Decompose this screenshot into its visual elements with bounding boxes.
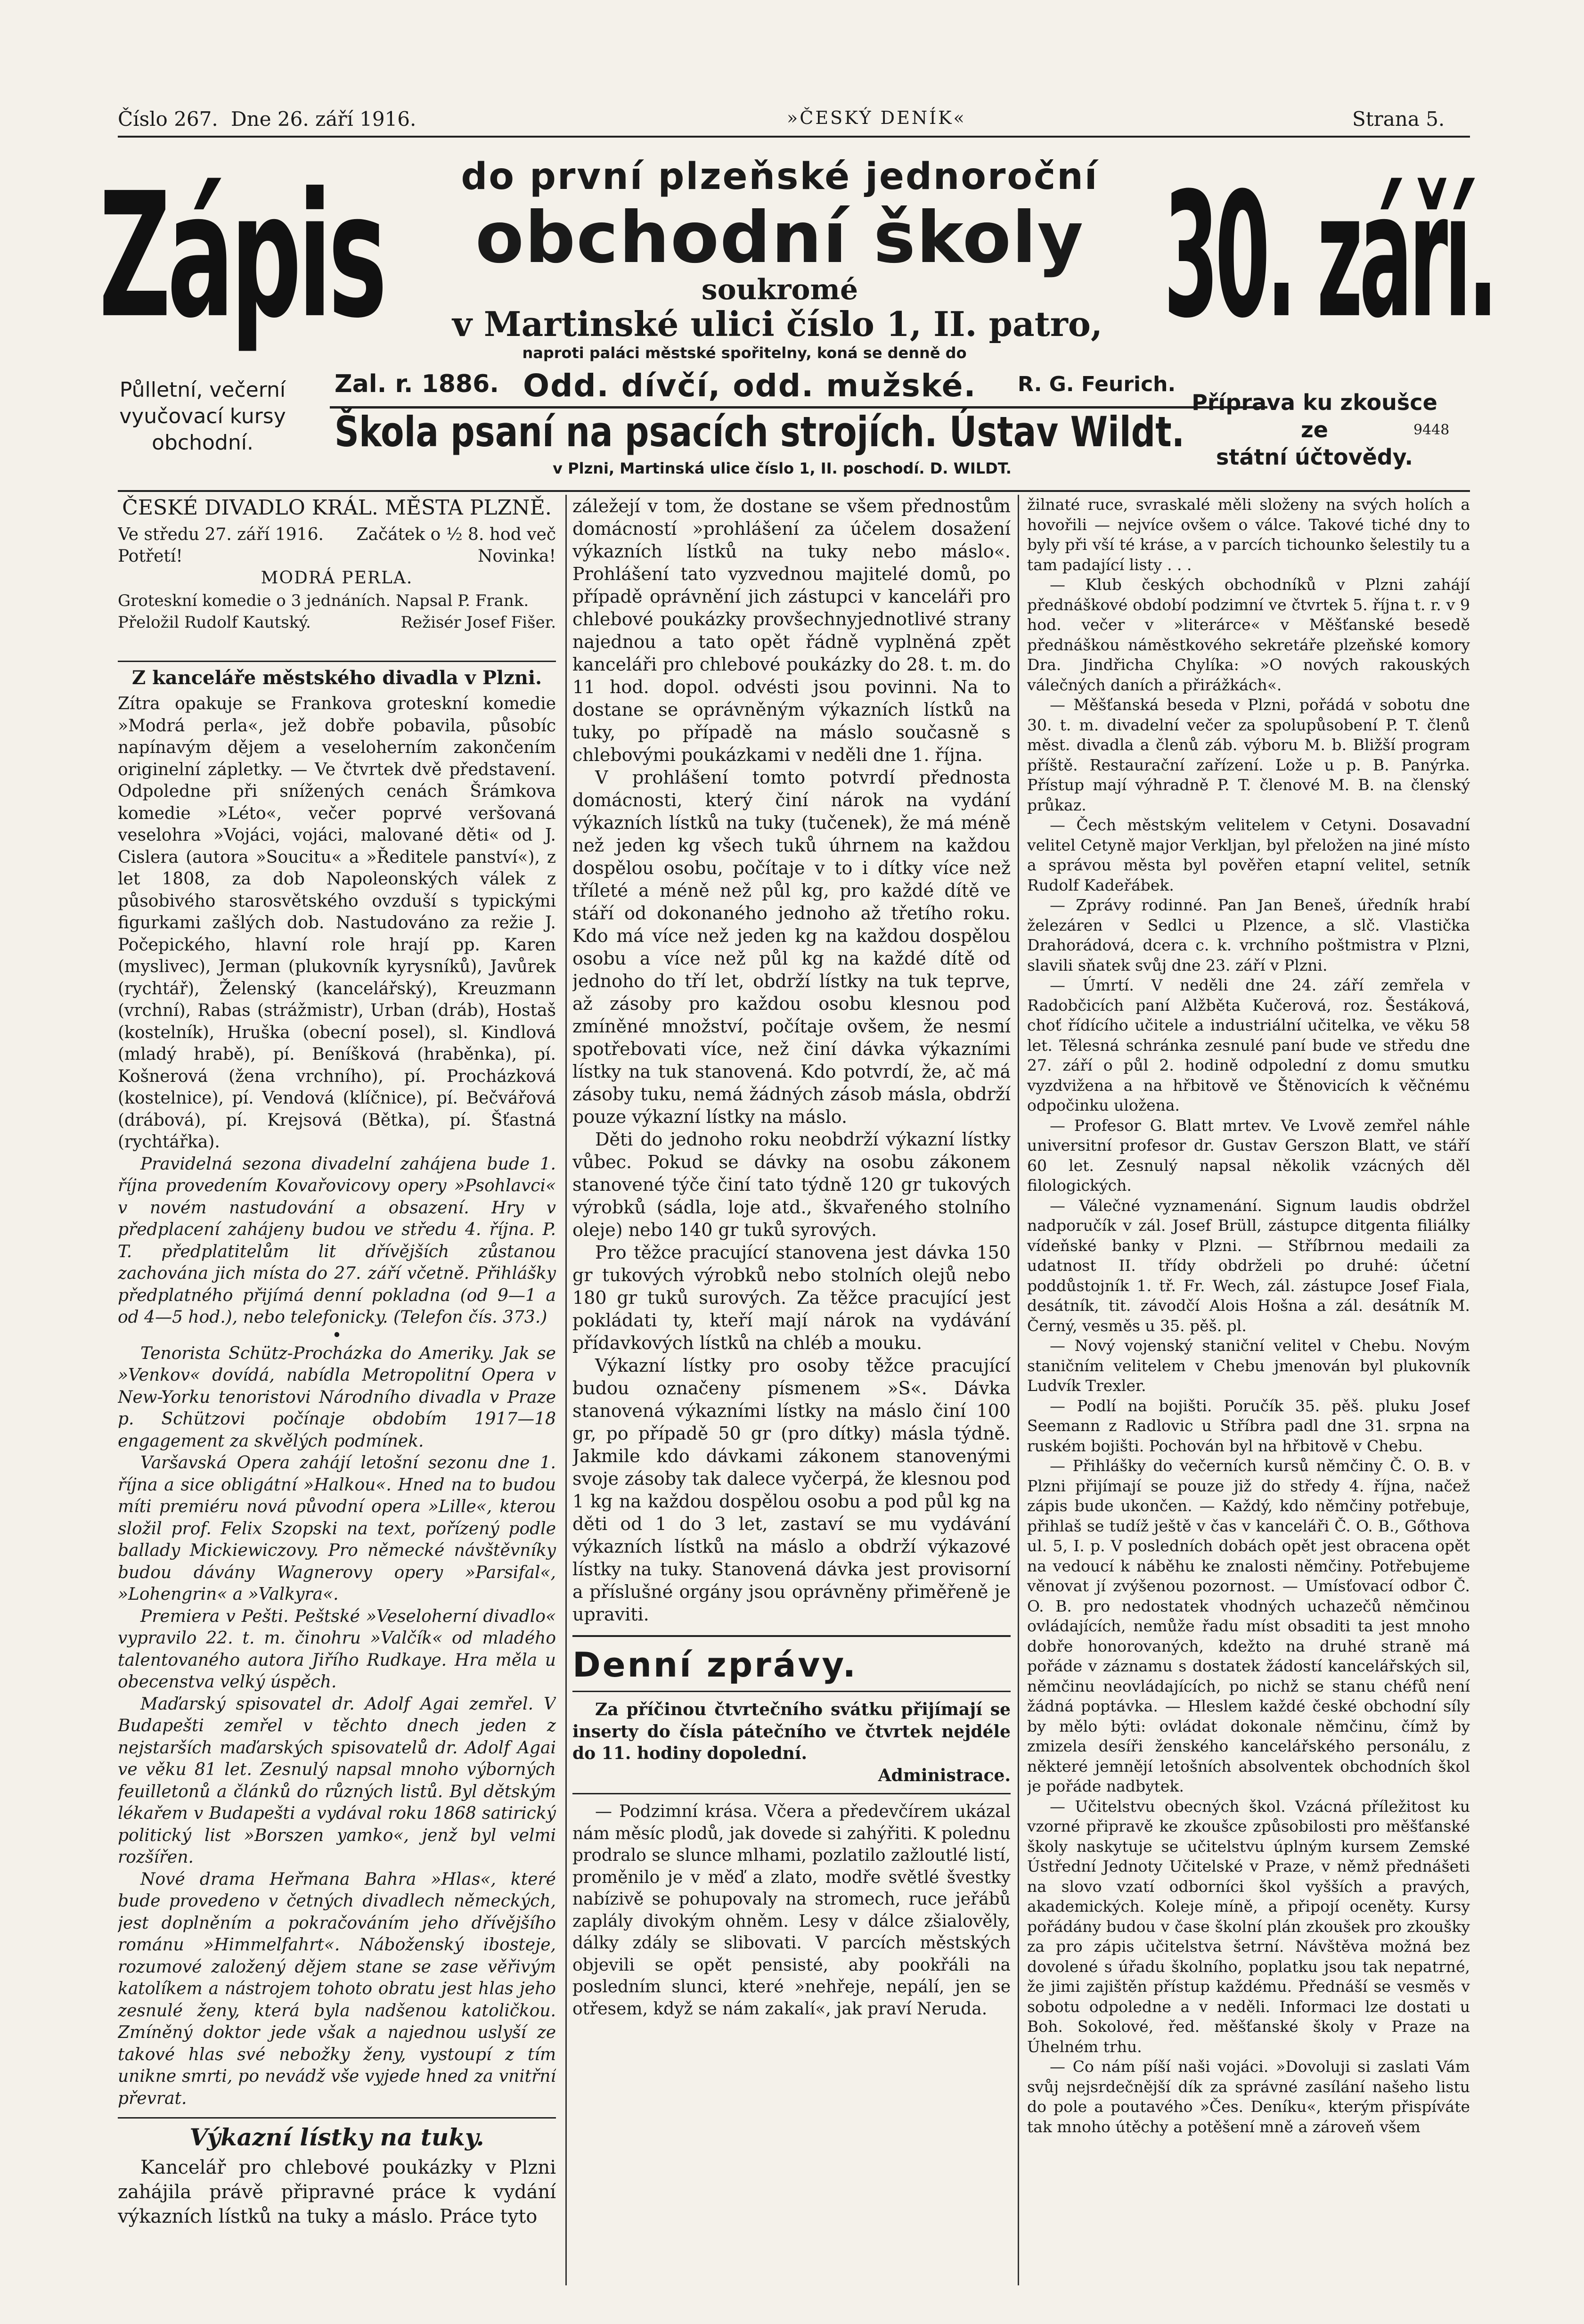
news-blatt: — Profesor G. Blatt mrtev. Ve Lvově zemřel náhle universitní profesor dr. Gustav Gerszon Blatt, ve stáří 60 let. Zesnulý napsal několik vzácných děl filologických. xyxy=(1027,1116,1470,1195)
vouchers-text-cont: záležejí v tom, že dostane se všem přednostům domácností »prohlášení za účelem dosažení výkazních lístků na tuky nebo máslo«. Prohlášení tato vyzvednou majitelé domů, po případě oprávnění jich zástupci v kanceláři pro chlebové poukázky provšechnyjednotlivé strany najednou a tato opět řádně vyplněná zpět kanceláři pro chlebové poukázky do 28. t. m. do 11 hod. dopol. odvésti jsou povinni. Na to dostane se oprávněným výkazních lístků na tuky, po případě na máslo současně s chlebovými poukázkami v neděli dne 1. října. xyxy=(572,496,1011,765)
section-rule xyxy=(572,1691,1011,1692)
ad-school-name: obchodní školy xyxy=(475,197,1085,279)
programme xyxy=(118,524,556,661)
news-club: — Klub českých obchodníků v Plzni zahájí přednáškové období podzimní ve čtvrtek 5. října t. r. v 9 hod. večer v »literárce« v Měšťanské besedě přednáškou náměstkového sekretáře plzeňské komory Dra. Jindřicha Chylíka: »O nových rakouských válečných daních a přirážkách«. xyxy=(1027,575,1470,694)
season-notice: Pravidelná sezona divadelní zahájena bude 1. října provedením Kovařovicovy opery »Psohlavci« v novém nastudování a obsazení. Hry v předplacení zahájeny budou ve středu 4. října. P. T. předplatitelům lit dřívějších zůstanou zachována jich místa do 27. září včetně. Přihlášky předplatného přijímá denní pokladna (od 9—1 a od 4—5 hod.), nebo telefonicky. (Telefon čís. 373.) xyxy=(118,1154,556,1327)
column-2 xyxy=(572,495,1011,2299)
warsaw-notice: Varšavská Opera zahájí letošní sezonu dne 1. října a sice obligátní »Halkou«. Hned na to budou míti premiéru nová původní opera »Lille«, kterou složil prof. Felix Szopski na text, pořízený podle ballady Mickiewiczovy. Pro německé návštěvníky budou dávány Wagnerovy opery »Parsifal«, »Lohengrin« a »Valkyra«. xyxy=(118,1453,556,1604)
ad-address: v Martinské ulici číslo 1, II. patro, xyxy=(452,304,1102,344)
section-rule xyxy=(572,1793,1011,1794)
news-cheb: — Nový vojenský staniční velitel v Chebu. Novým staničním velitelem v Chebu jmenován byl plukovník Ludvík Trexler. xyxy=(1027,1336,1470,1395)
ad-private: soukromé xyxy=(701,273,858,306)
news-teachers: — Učitelstvu obecných škol. Vzácná příležitost ku vzorné připravě ke zkoušce způsobilosti pro měšťanské školy naskytuje se učitelstvu úplným kursem Zemské Ústřední Jednoty Učitelské v Praze, v němž přednášeti na slovo vzatí odborníci škol vyšších a pravých, akademických. Koleje míně, a připojí oceněty. Kursy pořádány budou v čase školní plán zkoušek pro zkoušky za pro zápis učitelstva šetrní. Návštěva možná bez dovolené s úřadu školního, poplatku jsou tak nepatrné, že jimi zajištěn přístup každému. Přednáší se vesměs v sobotu odpoledne a v neděli. Informaci lze dostati u Boh. Sokolové, řed. měšťanské školy v Praze na Úhelném trhu. xyxy=(1027,1797,1470,2056)
separator-dot: • xyxy=(332,1326,342,1345)
vouchers-paragraph: V prohlášení tomto potvrdí přednosta domácnosti, který činí nárok na vydání výkazních lístků na tuky (tučenek), že má méně než jeden kg všech tuků úhrnem na každou dospělou osobu, počítaje v to i dítky více než tříleté a méně než půl kg, pro každé dítě ve stáří od dokonaného jednoho až třetího roku. Kdo má více než jeden kg na každou dospělou osobu a více než půl kg na každé dítě od jednoho do tří let, obdrží lístky na tuk teprve, až zásoby pro každou osobu klesnou pod zmíněné množství, počítaje ovšem, že nesmí spotřebovati více, než činí dávka výkazními lístky na tuk stanovená. Kdo potvrdí, že, ač má zásoby tuku, nemá žádných zásob másla, obdrží pouze výkazní lístky na máslo. xyxy=(572,767,1011,1127)
vouchers-paragraph: Výkazní lístky pro osoby těžce pracující budou označeny písmenem »S«. Dávka stanovená výkazními lístky na máslo činí 100 gr, po případě 50 gr (pro dítky) másla týdně. Jakmile kdo dávkami zákonem stanovenými svoje zásoby tak dalece vyčerpá, že klesnou pod 1 kg na každou dospělou osobu a pod půl kg na děti od 1 do 3 let, zastaví se mu vydávání výkazních lístků na máslo a obdrží výkazové lístky na tuky. Stanovená dávka jest provisorní a příslušné orgány jsou oprávněny přiměřeně je upraviti. xyxy=(572,1355,1011,1625)
programme-translator: Přeložil Rudolf Kautský. xyxy=(118,613,311,632)
daily-news-title: Denní zprávy. xyxy=(572,1645,858,1685)
holiday-notice: Za příčinou čtvrtečního svátku přijímají se inserty do čísla pátečního ve čtvrtek nejdéle do 11. hodiny dopolední. xyxy=(572,1700,1011,1763)
ad-address-detail: naproti paláci městské spořitelny, koná se denně do xyxy=(522,344,967,362)
column-1 xyxy=(118,495,556,2299)
autumn-beauty-text: — Podzimní krása. Včera a předevčírem ukázal nám měsíc plodů, jak dovede si zahýřiti. K polednu prodralo se slunce mlhami, pozlatilo zažloutlé listí, proměnilo je v měď a zlato, modře světlé švestky nabízivě se pohupovaly na stromech, ruce jeřábů zaplály divokým ohněm. Lesy v dálce zšialověly, dálky zdály se slibovati. V parcích městských objevili se opět pensisté, aby pookřáli na posledním slunci, které »nehřeje, nepálí, jen se otřesem, když se nám zakalí«, jak praví Neruda. xyxy=(572,1802,1011,2019)
ad-left-note-line: Půlletní, večerní xyxy=(119,378,286,402)
tenor-notice: Tenorista Schütz-Procházka do Ameriky. Jak se »Venkov« dovídá, nabídla Metropolitní Opera v New-Yorku tenoristovi Národního divadla v Praze p. Schützovi počínaje obdobím 1917—18 engagement za skvělých podmínek. xyxy=(118,1343,556,1451)
news-cetyne: — Čech městským velitelem v Cetyni. Dosavadní velitel Cetyně major Verkljan, byl přeložen na jiné místo a správou města byl pověřen etapní velitel, setník Rudolf Kadeřábek. xyxy=(1027,816,1470,894)
ad-typing-address: v Plzni, Martinská ulice číslo 1, II. poschodí. D. WILDT. xyxy=(553,459,1012,477)
bahr-notice: Nové drama Heřmana Bahra »Hlas«, které bude provedeno v četných divadlech německých, jest doplněním a pokračováním jeho dřívějšího románu »Himmelfahrt«. Náboženský ibosteje, rozumové založený dějem stane se zase věřivým katolíkem a nástrojem tohoto obratu jest hlas jeho zesnulé ženy, která byla nadšenou katoličkou. Zmíněný doktor jede však a najednou uslyší ze takové hlas své nebožky ženy, vystoupí z tím unikne smrti, po nevádž vše vyjede hned za vnitřní převrat. xyxy=(118,1869,556,2108)
masthead xyxy=(118,104,1470,137)
news-honours: — Válečné vyznamenání. Signum laudis obdržel nadporučík v zál. Josef Brüll, zástupce ditgenta filiálky vídeňské banky v Plzni. — Stříbrnou medaili za udatnost II. třídy obdrželi po druhé: účetní poddůstojník 1. tř. Fr. Wech, zál. zástupce Josef Fiala, desátník, tit. závodčí Alois Hošna a zál. desátník M. Černý, vesměs u 35. pěš. pl. xyxy=(1027,1196,1470,1335)
news-fallen: — Podlí na bojišti. Poručík 35. pěš. pluku Josef Seemann z Radlovic u Stříbra padl dne 31. srpna na ruském bojišti. Pochován byl na hřbitově v Chebu. xyxy=(1027,1396,1470,1455)
programme-third: Potřetí! xyxy=(118,547,183,566)
programme-description: Groteskní komedie o 3 jednáních. Napsal P. Frank. xyxy=(118,591,529,610)
ad-zapis: Zápis xyxy=(99,155,384,356)
programme-director: Režisér Josef Fišer. xyxy=(400,613,556,632)
paper-name: »ČESKÝ DENÍK« xyxy=(787,107,966,128)
holiday-notice-sign: Administrace. xyxy=(878,1765,1011,1785)
ad-typing-school: Škola psaní na psacích strojích. Ústav Wildt. xyxy=(335,408,1185,456)
column-divider xyxy=(1018,495,1019,2285)
news-lead: žilnaté ruce, svraskalé měli složeny na svých holích a hovořili — nejvíce ovšem o válce. Takové tiché dny to byly při vší té kráse, a v parcích tichounko šelestily tu a tam padající listy . . . xyxy=(1027,495,1470,574)
vouchers-paragraph: Pro těžce pracující stanovena jest dávka 150 gr tukových výrobků nebo stolních olejů nebo 180 gr tuků surových. Za těžce pracující jest pokládati ty, kteří mají nárok na vydávání přídavkových lístků na chléb a mouku. xyxy=(572,1242,1011,1353)
theatre-office-title: Z kanceláře městského divadla v Plzni. xyxy=(131,667,542,689)
column-divider xyxy=(565,495,567,2285)
ad-owner: R. G. Feurich. xyxy=(1018,372,1176,396)
vouchers-text-start: Kancelář pro chlebové poukázky v Plzni zahájila právě připravné práce k vydání výkazních lístků na tuky a máslo. Práce tyto xyxy=(118,2157,556,2227)
ad-left-note xyxy=(99,377,306,456)
news-beseda: — Měšťanská beseda v Plzni, pořádá v sobotu dne 30. t. m. divadelní večer za spolupůsobení P. T. členů měst. divadla a členů záb. výboru M. b. Bližší program příště. Restaurační zařízení. Lože u p. B. Panýrka. Přístup mají výhradně P. T. členové M. B. na členský průkaz. xyxy=(1027,696,1470,814)
masthead-rule xyxy=(118,136,1470,138)
ad-left-note-line: obchodní. xyxy=(152,431,253,455)
issue-number: Číslo 267. xyxy=(118,107,218,131)
programme-new: Novinka! xyxy=(478,547,556,566)
pest-notice: Premiera v Pešti. Peštské »Veseloherní divadlo« vypravilo 22. t. m. činohru »Valčík« od mladého talentovaného autora Jiřího Rudkaye. Hra měla u obecenstva velký úspěch. xyxy=(118,1606,556,1692)
page-number: Strana 5. xyxy=(1352,107,1445,131)
news-death: — Úmrtí. V neděli dne 24. září zemřela v Radobčicích paní Alžběta Kučerová, roz. Šestáková, choť řídícího učitele a industriální učitelka, ve věku 58 let. Tělesná schránka zesnulé paní bude ve středu dne 27. září o půl 2. hodině odpolední z domu smutku vyzdvižena a na hřbitově ve Štěnovicích k věčnému odpočinku uložena. xyxy=(1027,976,1470,1114)
ad-left-note-line: vyučovací kursy xyxy=(119,404,286,428)
ad-bottom-rule xyxy=(118,490,1470,492)
section-rule xyxy=(118,661,556,662)
news-soldiers: — Co nám píší naši vojáci. »Dovoluji si zaslati Vám svůj nejsrdečnější dík za správné zasílání našeho listu do pole a poutavého »Čes. Deníku«, kterým přispíváte tak mnoho útěchy a potěšení mně a zároveň všem xyxy=(1027,2057,1470,2136)
ad-number: 9448 xyxy=(1413,422,1450,438)
programme-date: Ve středu 27. září 1916. xyxy=(118,525,324,544)
section-rule xyxy=(118,2117,556,2119)
ad-date-big: 30. září. xyxy=(1164,155,1494,356)
theatre-title: ČESKÉ DIVADLO KRÁL. MĚSTA PLZNĚ. xyxy=(122,496,552,520)
ad-right-note-line: státní účtovědy. xyxy=(1216,444,1413,470)
vouchers-title: Výkazní lístky na tuky. xyxy=(189,2123,484,2151)
ad-line1: do první plzeňské jednoroční xyxy=(461,155,1099,198)
programme-start: Začátek o ½ 8. hod več xyxy=(356,525,556,544)
issue-date: Dne 26. září 1916. xyxy=(231,107,416,131)
agai-notice: Maďarský spisovatel dr. Adolf Agai zemřel. V Budapešti zemřel v těchto dnech jeden z nejstarších maďarských spisovatelů dr. Adolf Agai ve věku 81 let. Zesnulý napsal mnoho výborných feuilletonů a článků do různých listů. Byl dětským lékařem v Budapešti a vydával roku 1868 satirický politický list »Borszen yamko«, jenž byl velmi rozšířen. xyxy=(118,1694,556,1867)
news-family: — Zprávy rodinné. Pan Jan Beneš, úředník hrabí železáren v Sedlci u Plzence, a slč. Vlastička Drahorádová, dcera c. k. vrchního poštmistra v Plzni, slavili sňatek svůj dne 23. září v Plzni. xyxy=(1027,896,1470,974)
ad-departments: Odd. dívčí, odd. mužské. xyxy=(523,368,977,404)
school-advertisement xyxy=(99,155,1494,485)
ad-right-note-line: ze xyxy=(1301,417,1328,442)
news-german-courses: — Přihlášky do večerních kursů němčiny Č. O. B. v Plzni přijímají se pouze již do středy 4. října, načež zápis bude ukončen. — Každý, kdo němčiny potřebuje, přihlaš se tudíž ještě v čas v kanceláři Č. O. B., Gőthova ul. 5, I. p. V posledních dobách opět jest obracena opět na vedoucí k náběhu ke znalosti němčiny. Potřebujeme věnovat jí zvýšenou pozornost. — Umísťovací odbor Č. O. B. pro nedostatek vhodných uchazečů němčinou ovládajících, nemůže řadu míst obsaditi ta jest mnoho dobře honorovaných, kdežto na druhé straně má pořáde v záznamu s dostatek žádostí kancelářských sil, němčinu neovládajících, po nichž se stanu chéfů není žádná poptávka. — Hleslem každé české obchodní síly by mělo býti: ovládat dokonale němčinu, čímž by zmizela desíři ženského kancelářského personálu, z některé jemnějí letošních absolventek obchodních škol je pořáde nadbytek. xyxy=(1027,1457,1470,1795)
programme-play: MODRÁ PERLA. xyxy=(261,568,413,588)
ad-founded: Zal. r. 1886. xyxy=(335,370,499,398)
theatre-office-text: Zítra opakuje se Frankova groteskní komedie »Modrá perla«, jež dobře pobavila, působíc napínavým dějem a veseloherním zakončením originelní zápletky. — Ve čtvrtek dvě představení. Odpoledne při snížených cenách Šrámkova komedie »Léto«, večer poprvé veršovaná veselohra »Vojáci, vojáci, malované děti« od J. Cislera (autora »Soucitu« a »Ředitele panství«), z let 1808, za dob Napoleonských válek z působivého starosvětského ovzduší s typickými figurkami zašlých dob. Nastudováno za režie J. Počepického, hlavní role hrají pp. Karen (myslivec), Jerman (plukovník kyrysníků), Javůrek (rychtář), Želenský (kancelářský), Kreuzmann (vrchní), Rabas (strážmistr), Urban (dráb), Hostaš (kostelník), Hruška (obecní posel), sl. Kindlová (mladý hrabě), pí. Beníšková (hraběnka), pí. Košnerová (žena vrchního), pí. Procházková (kostelnice), pí. Vendová (klíčnice), pí. Bečvářová (drábová), pí. Krejsová (Bětka), pí. Šťastná (rychtářka). xyxy=(118,694,556,1152)
section-rule xyxy=(572,1635,1011,1637)
ad-right-note-line: Příprava ku zkoušce xyxy=(1192,390,1437,415)
column-3 xyxy=(1027,495,1470,2299)
vouchers-paragraph: Děti do jednoho roku neobdrží výkazní lístky vůbec. Pokud se dávky na osobu zákonem stanovené týče činí tato týdně 120 gr tukových výrobků (sádla, loje atd., škvařeného stolního oleje) nebo 140 gr tuků syrových. xyxy=(572,1129,1011,1240)
